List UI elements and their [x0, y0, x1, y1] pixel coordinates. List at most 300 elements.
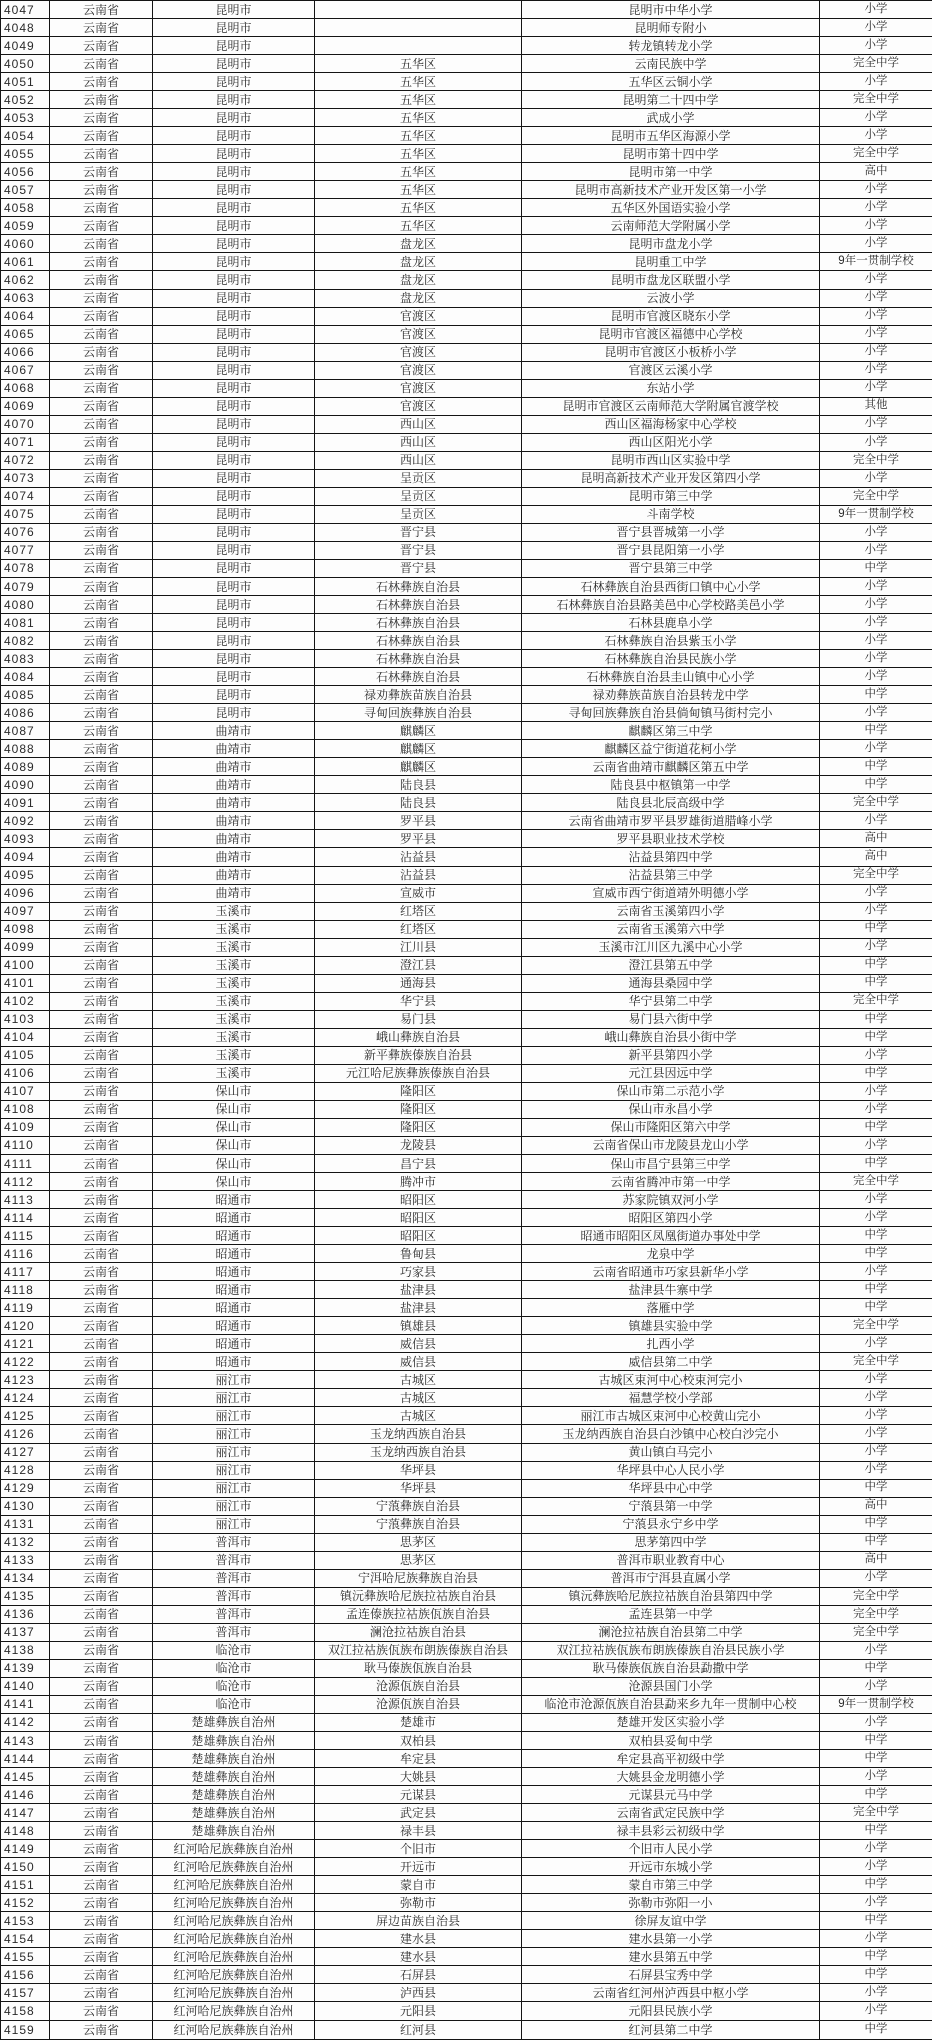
cell-school-type: 中学: [820, 1786, 932, 1804]
cell-district: 晋宁县: [315, 523, 522, 541]
cell-city: 玉溪市: [153, 938, 315, 956]
cell-district: 石林彝族自治县: [315, 596, 522, 614]
cell-school-name: 昆明市第一中学: [522, 163, 820, 181]
cell-school-name: 保山市第二示范小学: [522, 1082, 820, 1100]
cell-district: 昭阳区: [315, 1227, 522, 1245]
cell-district: 盘龙区: [315, 235, 522, 253]
cell-city: 昭通市: [153, 1191, 315, 1209]
cell-school-type: 小学: [820, 307, 932, 325]
cell-province: 云南省: [50, 1299, 153, 1317]
cell-district: 峨山彝族自治县: [315, 1028, 522, 1046]
cell-province: 云南省: [50, 1695, 153, 1713]
cell-serial-number: 4081: [1, 614, 50, 632]
cell-school-type: 小学: [820, 1984, 932, 2002]
cell-school-name: 玉龙纳西族自治县白沙镇中心校白沙完小: [522, 1425, 820, 1443]
cell-district: 五华区: [315, 199, 522, 217]
cell-district: 五华区: [315, 109, 522, 127]
cell-province: 云南省: [50, 307, 153, 325]
table-row: [1, 740, 932, 758]
cell-city: 昆明市: [153, 37, 315, 55]
cell-province: 云南省: [50, 1118, 153, 1136]
cell-province: 云南省: [50, 2002, 153, 2020]
table-row: [1, 127, 932, 145]
cell-serial-number: 4103: [1, 1010, 50, 1028]
cell-serial-number: 4151: [1, 1876, 50, 1894]
cell-school-name: 昆明市官渡区小板桥小学: [522, 343, 820, 361]
cell-province: 云南省: [50, 1, 153, 19]
cell-city: 昆明市: [153, 397, 315, 415]
cell-school-type: 小学: [820, 127, 932, 145]
cell-city: 昆明市: [153, 217, 315, 235]
cell-serial-number: 4059: [1, 217, 50, 235]
cell-province: 云南省: [50, 1858, 153, 1876]
cell-district: 孟连傣族拉祜族佤族自治县: [315, 1605, 522, 1623]
table-row: [1, 902, 932, 920]
cell-province: 云南省: [50, 650, 153, 668]
cell-city: 昆明市: [153, 451, 315, 469]
cell-serial-number: 4094: [1, 848, 50, 866]
cell-school-name: 宁蒗县永宁乡中学: [522, 1515, 820, 1533]
cell-serial-number: 4109: [1, 1118, 50, 1136]
cell-city: 临沧市: [153, 1641, 315, 1659]
table-row: [1, 1407, 932, 1425]
cell-city: 昆明市: [153, 596, 315, 614]
table-row: [1, 307, 932, 325]
cell-school-name: 丽江市古城区束河中心校黄山完小: [522, 1407, 820, 1425]
cell-province: 云南省: [50, 253, 153, 271]
cell-district: 澄江县: [315, 956, 522, 974]
cell-serial-number: 4056: [1, 163, 50, 181]
cell-serial-number: 4127: [1, 1443, 50, 1461]
cell-school-name: 盐津县牛寨中学: [522, 1281, 820, 1299]
cell-province: 云南省: [50, 1623, 153, 1641]
cell-school-name: 通海县桑园中学: [522, 974, 820, 992]
cell-province: 云南省: [50, 2020, 153, 2040]
cell-province: 云南省: [50, 451, 153, 469]
cell-serial-number: 4077: [1, 541, 50, 559]
cell-district: 威信县: [315, 1335, 522, 1353]
cell-school-type: 完全中学: [820, 487, 932, 505]
cell-school-name: 昆明市盘龙区联盟小学: [522, 271, 820, 289]
table-row: [1, 848, 932, 866]
cell-district: 屏边苗族自治县: [315, 1912, 522, 1930]
cell-city: 玉溪市: [153, 1010, 315, 1028]
cell-serial-number: 4115: [1, 1227, 50, 1245]
table-row: [1, 73, 932, 91]
cell-city: 玉溪市: [153, 1064, 315, 1082]
cell-province: 云南省: [50, 1732, 153, 1750]
cell-district: 元谋县: [315, 1786, 522, 1804]
cell-serial-number: 4064: [1, 307, 50, 325]
cell-school-name: 西山区福海杨家中心学校: [522, 415, 820, 433]
cell-province: 云南省: [50, 433, 153, 451]
cell-school-type: 小学: [820, 704, 932, 722]
cell-province: 云南省: [50, 1100, 153, 1118]
table-row: [1, 596, 932, 614]
cell-district: 西山区: [315, 415, 522, 433]
cell-province: 云南省: [50, 1335, 153, 1353]
cell-serial-number: 4158: [1, 2002, 50, 2020]
cell-province: 云南省: [50, 541, 153, 559]
cell-serial-number: 4140: [1, 1677, 50, 1695]
table-row: [1, 1173, 932, 1191]
cell-serial-number: 4137: [1, 1623, 50, 1641]
cell-school-name: 华坪县中心人民小学: [522, 1461, 820, 1479]
cell-city: 曲靖市: [153, 794, 315, 812]
table-row: [1, 145, 932, 163]
cell-district: 建水县: [315, 1948, 522, 1966]
cell-district: 玉龙纳西族自治县: [315, 1425, 522, 1443]
cell-school-name: 官渡区云溪小学: [522, 361, 820, 379]
cell-serial-number: 4104: [1, 1028, 50, 1046]
cell-district: 五华区: [315, 145, 522, 163]
cell-district: 石林彝族自治县: [315, 614, 522, 632]
cell-school-type: 小学: [820, 614, 932, 632]
cell-city: 昆明市: [153, 289, 315, 307]
cell-district: 个旧市: [315, 1840, 522, 1858]
cell-city: 昭通市: [153, 1317, 315, 1335]
table-row: [1, 1966, 932, 1984]
cell-school-type: 小学: [820, 325, 932, 343]
table-row: [1, 1876, 932, 1894]
cell-serial-number: 4119: [1, 1299, 50, 1317]
cell-school-name: 石林彝族自治县圭山镇中心小学: [522, 668, 820, 686]
cell-city: 昆明市: [153, 686, 315, 704]
cell-district: 昭阳区: [315, 1191, 522, 1209]
cell-school-name: 晋宁县第三中学: [522, 559, 820, 577]
cell-serial-number: 4102: [1, 992, 50, 1010]
table-row: [1, 1136, 932, 1154]
cell-district: 西山区: [315, 433, 522, 451]
cell-serial-number: 4070: [1, 415, 50, 433]
cell-city: 昆明市: [153, 541, 315, 559]
cell-school-type: 完全中学: [820, 1605, 932, 1623]
cell-district: 五华区: [315, 217, 522, 235]
table-row: [1, 1443, 932, 1461]
cell-serial-number: 4118: [1, 1281, 50, 1299]
cell-serial-number: 4088: [1, 740, 50, 758]
cell-serial-number: 4128: [1, 1461, 50, 1479]
cell-province: 云南省: [50, 1551, 153, 1569]
cell-serial-number: 4087: [1, 722, 50, 740]
cell-serial-number: 4061: [1, 253, 50, 271]
cell-school-name: 昆明市五华区海源小学: [522, 127, 820, 145]
cell-school-type: 中学: [820, 956, 932, 974]
cell-province: 云南省: [50, 469, 153, 487]
cell-serial-number: 4145: [1, 1768, 50, 1786]
cell-school-name: 孟连县第一中学: [522, 1605, 820, 1623]
cell-province: 云南省: [50, 758, 153, 776]
cell-school-type: 高中: [820, 848, 932, 866]
cell-province: 云南省: [50, 1786, 153, 1804]
cell-district: 红塔区: [315, 920, 522, 938]
cell-school-type: 9年一贯制学校: [820, 505, 932, 523]
cell-city: 昆明市: [153, 379, 315, 397]
cell-school-name: 云南民族中学: [522, 55, 820, 73]
table-row: [1, 1064, 932, 1082]
cell-school-type: 小学: [820, 1930, 932, 1948]
cell-city: 昆明市: [153, 523, 315, 541]
cell-school-name: 昆明市第三中学: [522, 487, 820, 505]
cell-school-name: 扎西小学: [522, 1335, 820, 1353]
cell-city: 昆明市: [153, 19, 315, 37]
cell-school-name: 保山市昌宁县第三中学: [522, 1155, 820, 1173]
cell-province: 云南省: [50, 1984, 153, 2002]
cell-city: 昆明市: [153, 505, 315, 523]
cell-city: 昆明市: [153, 343, 315, 361]
cell-city: 保山市: [153, 1118, 315, 1136]
cell-school-name: 沧源县国门小学: [522, 1677, 820, 1695]
cell-serial-number: 4120: [1, 1317, 50, 1335]
cell-province: 云南省: [50, 1569, 153, 1587]
cell-province: 云南省: [50, 1389, 153, 1407]
cell-serial-number: 4054: [1, 127, 50, 145]
cell-school-name: 元阳县民族小学: [522, 2002, 820, 2020]
cell-city: 红河哈尼族彝族自治州: [153, 1894, 315, 1912]
cell-province: 云南省: [50, 109, 153, 127]
cell-school-name: 蒙自市第三中学: [522, 1876, 820, 1894]
table-row: [1, 1209, 932, 1227]
cell-school-name: 玉溪市江川区九溪中心小学: [522, 938, 820, 956]
cell-city: 昆明市: [153, 361, 315, 379]
cell-district: 呈贡区: [315, 505, 522, 523]
cell-city: 昆明市: [153, 632, 315, 650]
cell-school-type: 小学: [820, 199, 932, 217]
cell-province: 云南省: [50, 1479, 153, 1497]
table-row: [1, 1623, 932, 1641]
cell-school-type: 小学: [820, 1335, 932, 1353]
cell-serial-number: 4144: [1, 1750, 50, 1768]
table-row: [1, 1335, 932, 1353]
cell-district: 古城区: [315, 1371, 522, 1389]
cell-city: 昆明市: [153, 91, 315, 109]
cell-district: 武定县: [315, 1804, 522, 1822]
cell-province: 云南省: [50, 217, 153, 235]
cell-serial-number: 4053: [1, 109, 50, 127]
cell-serial-number: 4075: [1, 505, 50, 523]
cell-district: 耿马傣族佤族自治县: [315, 1659, 522, 1677]
cell-serial-number: 4049: [1, 37, 50, 55]
table-row: [1, 379, 932, 397]
cell-province: 云南省: [50, 163, 153, 181]
cell-district: 易门县: [315, 1010, 522, 1028]
cell-serial-number: 4065: [1, 325, 50, 343]
cell-school-name: 云南省保山市龙陵县龙山小学: [522, 1136, 820, 1154]
cell-school-type: 中学: [820, 1010, 932, 1028]
cell-school-type: 小学: [820, 379, 932, 397]
cell-school-name: 镇雄县实验中学: [522, 1317, 820, 1335]
cell-city: 楚雄彝族自治州: [153, 1713, 315, 1731]
cell-serial-number: 4096: [1, 884, 50, 902]
table-row: [1, 812, 932, 830]
cell-city: 昆明市: [153, 1, 315, 19]
cell-school-type: 小学: [820, 902, 932, 920]
cell-city: 玉溪市: [153, 1046, 315, 1064]
cell-district: 呈贡区: [315, 487, 522, 505]
cell-city: 昆明市: [153, 614, 315, 632]
table-row: [1, 1263, 932, 1281]
cell-city: 昆明市: [153, 307, 315, 325]
cell-district: 隆阳区: [315, 1100, 522, 1118]
cell-district: 麒麟区: [315, 722, 522, 740]
cell-serial-number: 4113: [1, 1191, 50, 1209]
cell-district: 石林彝族自治县: [315, 632, 522, 650]
cell-school-type: 小学: [820, 740, 932, 758]
cell-city: 曲靖市: [153, 722, 315, 740]
cell-school-name: 云南省曲靖市麒麟区第五中学: [522, 758, 820, 776]
cell-school-name: 转龙镇转龙小学: [522, 37, 820, 55]
cell-school-name: 双柏县妥甸中学: [522, 1732, 820, 1750]
cell-school-name: 晋宁县晋城第一小学: [522, 523, 820, 541]
cell-province: 云南省: [50, 1659, 153, 1677]
cell-district: 五华区: [315, 181, 522, 199]
cell-province: 云南省: [50, 235, 153, 253]
table-row: [1, 451, 932, 469]
cell-school-type: 小学: [820, 668, 932, 686]
cell-school-type: 小学: [820, 1046, 932, 1064]
cell-serial-number: 4057: [1, 181, 50, 199]
cell-school-name: 寻甸回族彝族自治县倘甸镇马街村完小: [522, 704, 820, 722]
table-row: [1, 920, 932, 938]
cell-city: 楚雄彝族自治州: [153, 1786, 315, 1804]
table-row: [1, 1533, 932, 1551]
cell-province: 云南省: [50, 704, 153, 722]
cell-district: 大姚县: [315, 1768, 522, 1786]
cell-district: 隆阳区: [315, 1082, 522, 1100]
cell-district: 陆良县: [315, 794, 522, 812]
cell-school-type: 中学: [820, 776, 932, 794]
cell-serial-number: 4135: [1, 1587, 50, 1605]
cell-province: 云南省: [50, 1227, 153, 1245]
cell-school-type: 小学: [820, 1840, 932, 1858]
cell-school-type: 小学: [820, 433, 932, 451]
cell-school-name: 五华区云铜小学: [522, 73, 820, 91]
cell-district: 华坪县: [315, 1479, 522, 1497]
cell-school-type: 小学: [820, 217, 932, 235]
cell-city: 丽江市: [153, 1497, 315, 1515]
cell-school-name: 晋宁县昆阳第一小学: [522, 541, 820, 559]
table-row: [1, 55, 932, 73]
cell-province: 云南省: [50, 487, 153, 505]
cell-province: 云南省: [50, 902, 153, 920]
cell-district: 昭阳区: [315, 1209, 522, 1227]
cell-school-name: 个旧市人民小学: [522, 1840, 820, 1858]
cell-province: 云南省: [50, 289, 153, 307]
cell-school-type: 小学: [820, 19, 932, 37]
cell-school-name: 澄江县第五中学: [522, 956, 820, 974]
cell-city: 丽江市: [153, 1515, 315, 1533]
cell-school-name: 落雁中学: [522, 1299, 820, 1317]
cell-province: 云南省: [50, 1136, 153, 1154]
cell-province: 云南省: [50, 1082, 153, 1100]
cell-school-name: 保山市永昌小学: [522, 1100, 820, 1118]
cell-school-type: 完全中学: [820, 794, 932, 812]
table-row: [1, 974, 932, 992]
cell-district: 元阳县: [315, 2002, 522, 2020]
cell-province: 云南省: [50, 866, 153, 884]
table-row: [1, 505, 932, 523]
cell-province: 云南省: [50, 1822, 153, 1840]
table-row: [1, 2020, 932, 2040]
cell-city: 楚雄彝族自治州: [153, 1822, 315, 1840]
cell-province: 云南省: [50, 596, 153, 614]
cell-city: 曲靖市: [153, 776, 315, 794]
cell-city: 昆明市: [153, 109, 315, 127]
cell-province: 云南省: [50, 1912, 153, 1930]
cell-serial-number: 4108: [1, 1100, 50, 1118]
cell-serial-number: 4073: [1, 469, 50, 487]
cell-province: 云南省: [50, 1046, 153, 1064]
cell-city: 昆明市: [153, 253, 315, 271]
table-body: [1, 1, 932, 2040]
cell-province: 云南省: [50, 145, 153, 163]
cell-school-type: 小学: [820, 2002, 932, 2020]
table-row: [1, 830, 932, 848]
table-row: [1, 992, 932, 1010]
cell-province: 云南省: [50, 1443, 153, 1461]
cell-district: 华宁县: [315, 992, 522, 1010]
cell-school-type: 小学: [820, 812, 932, 830]
cell-district: 沾益县: [315, 866, 522, 884]
cell-school-type: 中学: [820, 1155, 932, 1173]
cell-city: 曲靖市: [153, 812, 315, 830]
cell-district: 龙陵县: [315, 1136, 522, 1154]
cell-city: 昆明市: [153, 145, 315, 163]
cell-school-type: 小学: [820, 181, 932, 199]
cell-province: 云南省: [50, 559, 153, 577]
cell-province: 云南省: [50, 1948, 153, 1966]
cell-school-name: 禄劝彝族苗族自治县转龙中学: [522, 686, 820, 704]
cell-school-type: 高中: [820, 1551, 932, 1569]
cell-district: 石林彝族自治县: [315, 578, 522, 596]
cell-school-type: 小学: [820, 1100, 932, 1118]
cell-district: [315, 1, 522, 19]
cell-province: 云南省: [50, 1155, 153, 1173]
cell-province: 云南省: [50, 956, 153, 974]
table-row: [1, 469, 932, 487]
cell-district: 罗平县: [315, 812, 522, 830]
cell-school-type: 中学: [820, 920, 932, 938]
cell-school-name: 昭阳区第四小学: [522, 1209, 820, 1227]
cell-school-type: 小学: [820, 289, 932, 307]
cell-school-name: 昆明市西山区实验中学: [522, 451, 820, 469]
cell-province: 云南省: [50, 1750, 153, 1768]
table-row: [1, 361, 932, 379]
table-row: [1, 632, 932, 650]
cell-province: 云南省: [50, 19, 153, 37]
cell-school-name: 华坪县中心中学: [522, 1479, 820, 1497]
cell-province: 云南省: [50, 884, 153, 902]
cell-district: 禄劝彝族苗族自治县: [315, 686, 522, 704]
cell-school-type: 小学: [820, 1443, 932, 1461]
cell-province: 云南省: [50, 1371, 153, 1389]
cell-serial-number: 4069: [1, 397, 50, 415]
cell-serial-number: 4091: [1, 794, 50, 812]
cell-district: 双江拉祜族佤族布朗族傣族自治县: [315, 1641, 522, 1659]
cell-city: 昆明市: [153, 559, 315, 577]
cell-province: 云南省: [50, 505, 153, 523]
table-row: [1, 1750, 932, 1768]
table-row: [1, 956, 932, 974]
cell-serial-number: 4141: [1, 1695, 50, 1713]
table-row: [1, 235, 932, 253]
cell-district: 五华区: [315, 91, 522, 109]
cell-school-name: 麒麟区益宁街道花柯小学: [522, 740, 820, 758]
cell-city: 丽江市: [153, 1425, 315, 1443]
table-row: [1, 704, 932, 722]
cell-school-name: 石林彝族自治县紫玉小学: [522, 632, 820, 650]
cell-serial-number: 4112: [1, 1173, 50, 1191]
